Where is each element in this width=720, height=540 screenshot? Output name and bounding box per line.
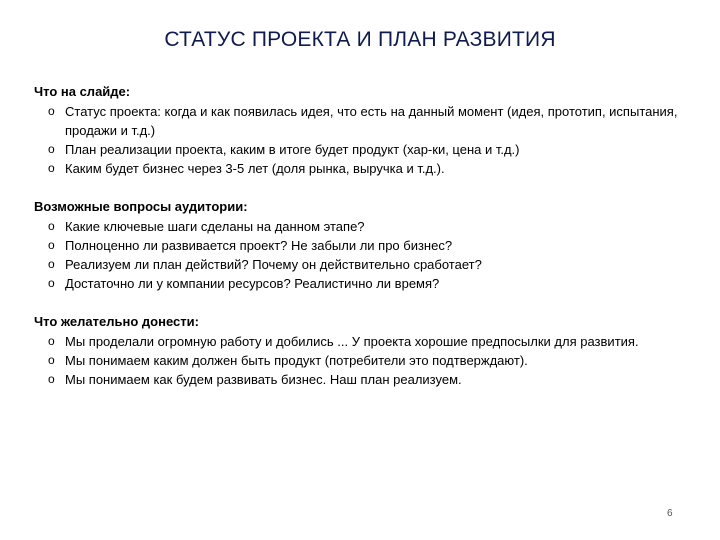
bullet-icon: o	[48, 142, 55, 156]
list-item-text: Полноценно ли развивается проект? Не забыли ли про бизнес?	[65, 238, 453, 253]
bullet-icon: o	[48, 161, 55, 175]
list-item-text: Мы понимаем как будем развивать бизнес. Наш план реализуем.	[65, 372, 462, 387]
list-item	[34, 332, 684, 351]
bullet-icon: o	[48, 238, 55, 252]
list-item-text: Мы понимаем каким должен быть продукт (потребители это подтверждают).	[65, 353, 528, 368]
list-item-text: Какие ключевые шаги сделаны на данном этапе?	[65, 219, 365, 234]
slide-content	[34, 82, 684, 408]
slide-title: СТАТУС ПРОЕКТА И ПЛАН РАЗВИТИЯ	[164, 28, 556, 51]
bullet-icon: o	[48, 219, 55, 233]
page-number: 6	[667, 508, 673, 519]
list-item-text: Каким будет бизнес через 3-5 лет (доля рынка, выручка и т.д.).	[65, 161, 445, 176]
list-item	[34, 140, 684, 159]
bullet-icon: o	[48, 372, 55, 386]
list-item-text: Реализуем ли план действий? Почему он действительно сработает?	[65, 257, 482, 272]
section-title: Возможные вопросы аудитории:	[34, 199, 248, 214]
list-item-text: План реализации проекта, каким в итоге будет продукт (хар-ки, цена и т.д.)	[65, 142, 520, 157]
bullet-icon: o	[48, 104, 55, 118]
bullet-list	[34, 217, 684, 293]
list-item	[34, 274, 684, 293]
bullet-list	[34, 332, 684, 389]
list-item-text: Достаточно ли у компании ресурсов? Реалистично ли время?	[65, 276, 440, 291]
bullet-list	[34, 102, 684, 178]
list-item	[34, 159, 684, 178]
list-item	[34, 370, 684, 389]
bullet-icon: o	[48, 257, 55, 271]
section-on-slide	[34, 82, 684, 178]
section-title: Что на слайде:	[34, 84, 131, 99]
list-item-text: Мы проделали огромную работу и добились ... У проекта хорошие предпосылки для развития.	[65, 334, 639, 349]
bullet-icon: o	[48, 334, 55, 348]
section-key-messages	[34, 312, 684, 389]
list-item	[34, 236, 684, 255]
section-audience-questions	[34, 197, 684, 293]
bullet-icon: o	[48, 276, 55, 290]
list-item-text: Статус проекта: когда и как появилась идея, что есть на данный момент (идея, прототип, испытания, продажи и т.д.)	[65, 104, 678, 138]
section-title: Что желательно донести:	[34, 314, 199, 329]
list-item	[34, 217, 684, 236]
list-item	[34, 102, 684, 140]
bullet-icon: o	[48, 353, 55, 367]
list-item	[34, 351, 684, 370]
list-item	[34, 255, 684, 274]
